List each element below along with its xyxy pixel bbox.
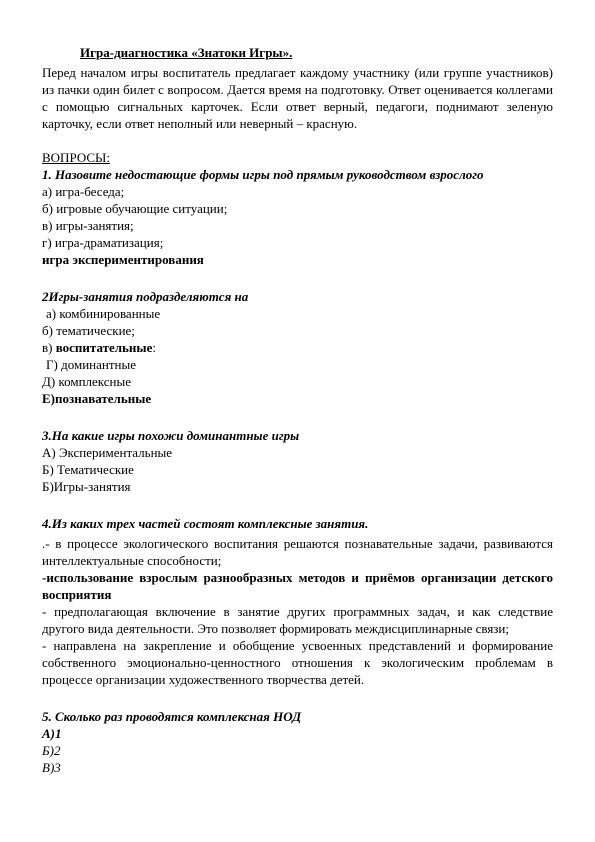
question-3-block [42,427,553,495]
q2-option: Д) комплексные [42,374,132,389]
q2-option: Е)познавательные [42,391,152,406]
q4-item: - предполагающая включение в занятие других программных задач, и как следствие другого вида деятельности. Это позволяет формировать междисциплинарные связи; [42,604,553,636]
document-content [42,44,553,776]
q1-answer: игра экспериментирования [42,252,204,267]
q1-option: б) игровые обучающие ситуации; [42,201,228,216]
spacer [42,132,553,149]
question-3-text: 3.На какие игры похожи доминантные игры [42,428,300,443]
q3-option: Б) Тематические [42,462,134,477]
q2-option: б) тематические; [42,323,135,338]
q1-option: а) игра-беседа; [42,184,125,199]
q1-option: в) игры-занятия; [42,218,134,233]
q5-option: Б)2 [42,743,61,758]
q2-option: а) комбинированные [46,306,161,321]
q2-option: Г) доминантные [46,357,136,372]
q5-option: В)3 [42,760,61,775]
spacer [42,688,553,705]
question-5-text: 5. Сколько раз проводятся комплексная НОД [42,709,302,724]
q1-option: г) игра-драматизация; [42,235,164,250]
question-1-block [42,166,553,268]
q2-option-bold: воспитательные [55,340,153,355]
q4-item: - направлена на закрепление и обобщение усвоенных представлений и формирование собственного эмоционально-ценностного отношения к экологическим проблемам в процессе организации художественного творчества детей. [42,638,553,687]
question-4-block [42,515,553,688]
q3-option: А) Экспериментальные [42,445,173,460]
q2-option-suffix: : [152,340,156,355]
question-4-text: 4.Из каких трех частей состоят комплексные занятия. [42,516,369,531]
q5-option: А)1 [42,726,62,741]
q4-item: .- в процессе экологического воспитания решаются познавательные задачи, развиваются интеллектуальные способности; [42,536,553,568]
q4-item-bold: -использование взрослым разнообразных методов и приёмов организации детского восприятия [42,570,553,602]
question-1-text: 1. Назовите недостающие формы игры под прямым руководством взрослого [42,167,484,182]
spacer [42,495,553,512]
q2-option-prefix: в) [42,340,56,355]
question-5-block [42,708,553,776]
spacer [42,268,553,285]
spacer [42,407,553,424]
document-title: Игра-диагностика «Знатоки Игры». [80,45,293,60]
q3-option: Б)Игры-занятия [42,479,131,494]
intro-paragraph: Перед началом игры воспитатель предлагает каждому участнику (или группе участников) из пачки один билет с вопросом. Дается время на подготовку. Ответ оценивается коллегами с помощью сигнальных карточек. Если ответ верный, педагоги, поднимают зеленую карточку, если ответ неполный или неверный – красную. [42,65,553,131]
question-2-block [42,288,553,407]
q2-option [42,339,553,356]
question-2-text: 2Игры-занятия подразделяются на [42,289,249,304]
questions-heading: ВОПРОСЫ: [42,150,111,165]
